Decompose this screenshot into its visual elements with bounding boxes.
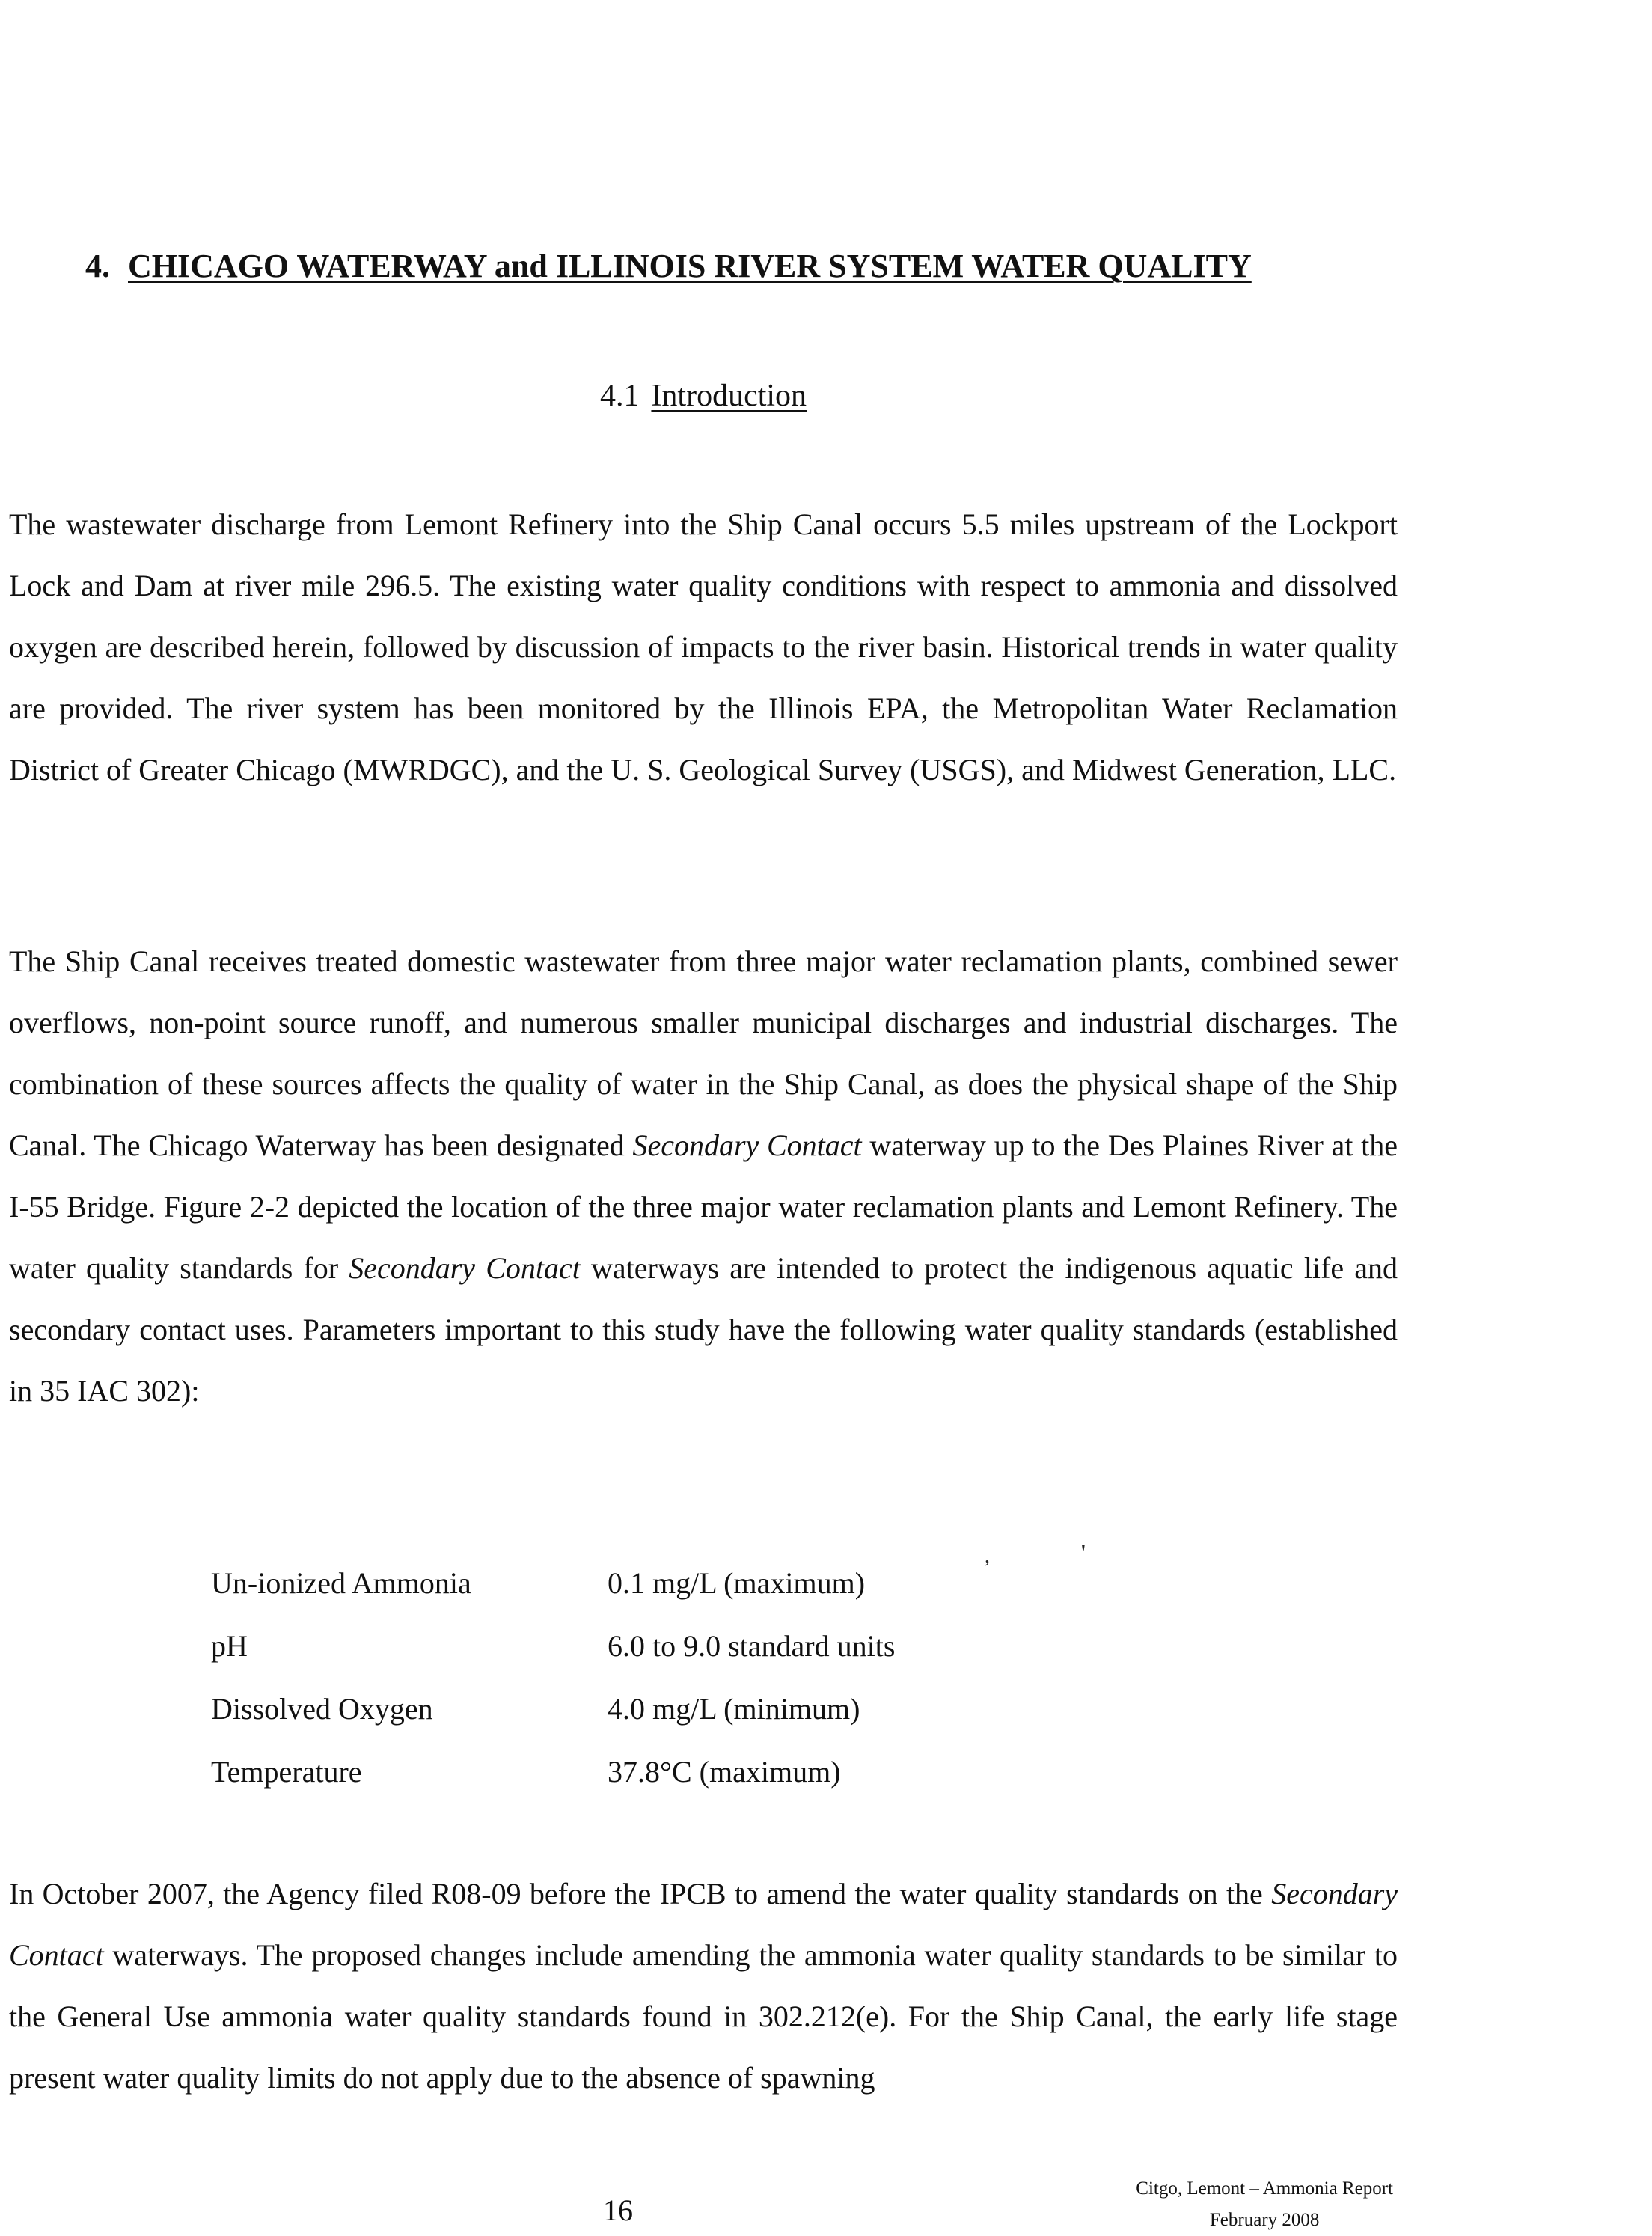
- section-title: CHICAGO WATERWAY and ILLINOIS RIVER SYSTEM WATER QUALITY: [128, 248, 1252, 284]
- paragraph-text: In October 2007, the Agency filed R08-09 before the IPCB to amend the water quality standards on the: [9, 1877, 1263, 1910]
- standard-value: 37.8°C (maximum): [608, 1755, 841, 1789]
- paragraph-text: waterways are intended to protect the indigenous aquatic life and secondary contact uses. Parameters important to this study have the following water quality standards (established in 35 IAC 302):: [9, 1251, 1398, 1408]
- section-number: 4.: [85, 248, 110, 284]
- standard-value: 0.1 mg/L (maximum): [608, 1566, 866, 1600]
- paragraph-amendment: [9, 1863, 1398, 2109]
- subsection-title: Introduction: [651, 379, 807, 413]
- italic-term: Secondary Contact: [632, 1128, 862, 1162]
- standard-parameter: Un-ionized Ammonia: [211, 1566, 471, 1600]
- standards-row: [211, 1615, 895, 1678]
- standard-value: 6.0 to 9.0 standard units: [608, 1629, 896, 1663]
- standards-list: [211, 1552, 895, 1803]
- standards-row: [211, 1552, 895, 1615]
- subsection-number: 4.1: [599, 379, 640, 413]
- report-title: Citgo, Lemont – Ammonia Report: [1136, 2178, 1393, 2199]
- subsection-heading: [0, 377, 1407, 415]
- page-number: 16: [603, 2193, 633, 2227]
- standards-row: [211, 1741, 895, 1803]
- paragraph-ship-canal: [9, 931, 1398, 1422]
- italic-term: Secondary Contact: [349, 1251, 581, 1285]
- standard-parameter: pH: [211, 1629, 248, 1663]
- standards-row: [211, 1678, 895, 1741]
- report-footer: [1136, 2173, 1393, 2236]
- standard-value: 4.0 mg/L (minimum): [608, 1692, 860, 1726]
- paragraph-text: waterways. The proposed changes include amending the ammonia water quality standards to be similar to the General Use ammonia water quality standards found in 302.212(e). For the Ship Canal, the early life stage present water quality limits do not apply due to the absence of spawning: [9, 1938, 1398, 2095]
- italic-term: Secondary Contact: [9, 1877, 1398, 1972]
- paragraph-text: The Ship Canal receives treated domestic wastewater from three major water reclamation plants, combined sewer overflows, non-point source runoff, and numerous smaller municipal discharges and industrial discharges. The combination of these sources affects the quality of water in the Ship Canal, as does the physical shape of the Ship Canal. The Chicago Waterway has been designated: [9, 944, 1398, 1162]
- section-heading: [85, 247, 1252, 287]
- report-date: February 2008: [1209, 2210, 1320, 2230]
- scan-mark: ,: [985, 1545, 990, 1568]
- scan-mark: ': [1080, 1542, 1086, 1565]
- standard-parameter: Temperature: [211, 1755, 362, 1789]
- paragraph-intro: The wastewater discharge from Lemont Refinery into the Ship Canal occurs 5.5 miles upstream of the Lockport Lock and Dam at river mile 296.5. The existing water quality conditions with respect to ammonia and dissolved oxygen are described herein, followed by discussion of impacts to the river basin. Historical trends in water quality are provided. The river system has been monitored by the Illinois EPA, the Metropolitan Water Reclamation District of Greater Chicago (MWRDGC), and the U. S. Geological Survey (USGS), and Midwest Generation, LLC.: [9, 507, 1398, 786]
- paragraph-text: waterway up to the Des Plaines River at the I-55 Bridge. Figure 2-2 depicted the location of the three major water reclamation plants and Lemont Refinery. The water quality standards for: [9, 1128, 1398, 1285]
- standard-parameter: Dissolved Oxygen: [211, 1692, 433, 1726]
